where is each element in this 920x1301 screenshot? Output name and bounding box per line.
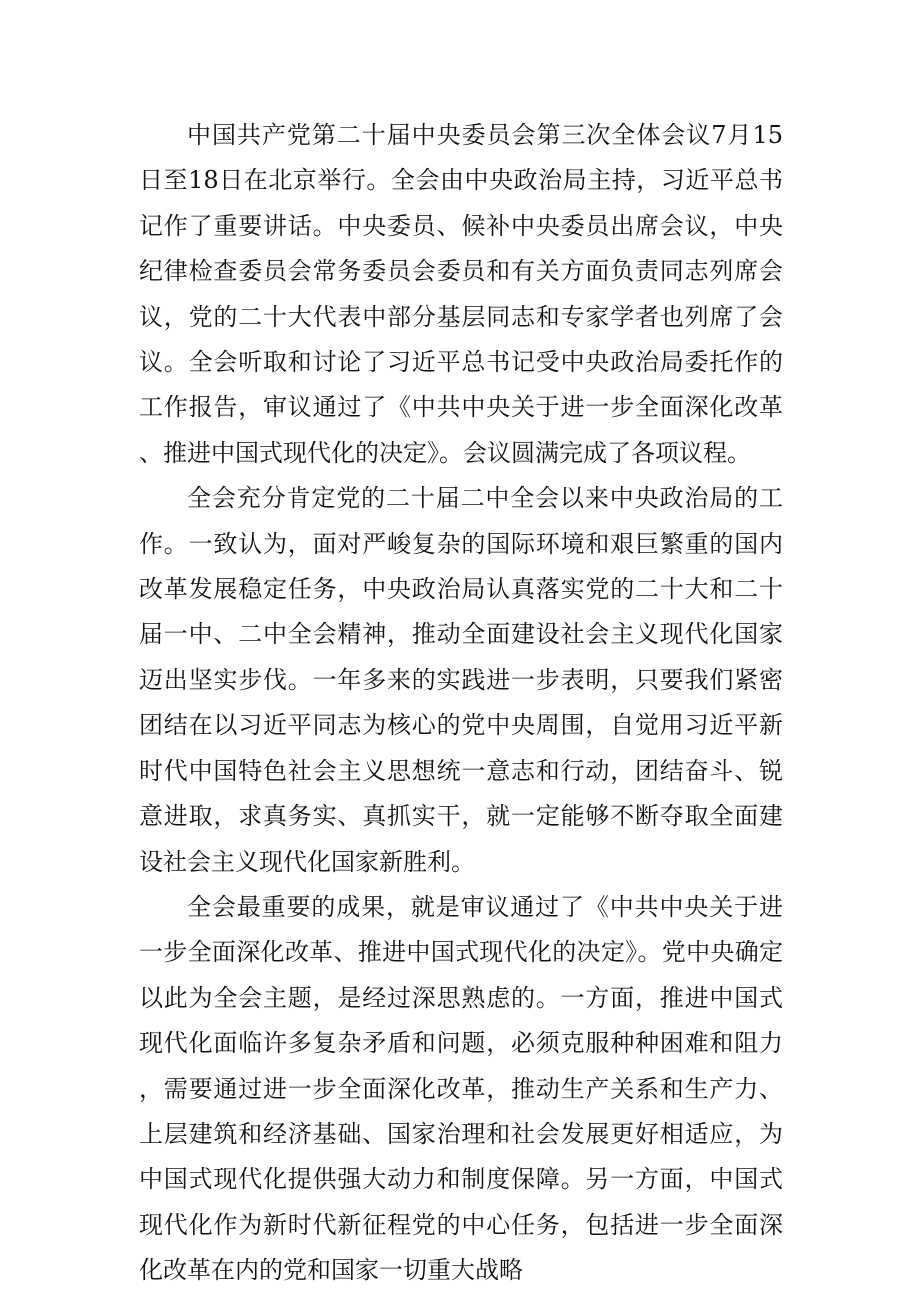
paragraph-1: 中国共产党第二十届中央委员会第三次全体会议7月15日至18日在北京举行。全会由中央政治局主持，习近平总书记作了重要讲话。中央委员、候补中央委员出席会议，中央纪律检查委员会常务委员会委员和有关方面负责同志列席会议，党的二十大代表中部分基层同志和专家学者也列席了会议。全会听取和讨论了习近平总书记受中央政治局委托作的工作报告，审议通过了《中共中央关于进一步全面深化改革、推进中国式现代化的决定》。会议圆满完成了各项议程。	[139, 121, 783, 467]
document-body	[139, 113, 783, 1294]
paragraph-3: 全会最重要的成果，就是审议通过了《中共中央关于进一步全面深化改革、推进中国式现代化的决定》。党中央确定以此为全会主题，是经过深思熟虑的。一方面，推进中国式现代化面临许多复杂矛盾和问题，必须克服种种困难和阻力，需要通过进一步全面深化改革，推动生产关系和生产力、上层建筑和经济基础、国家治理和社会发展更好相适应，为中国式现代化提供强大动力和制度保障。另一方面，中国式现代化作为新时代新征程党的中心任务，包括进一步全面深化改革在内的党和国家一切重大战略	[139, 892, 783, 1285]
paragraph-2: 全会充分肯定党的二十届二中全会以来中央政治局的工作。一致认为，面对严峻复杂的国际环境和艰巨繁重的国内改革发展稳定任务，中央政治局认真落实党的二十大和二十届一中、二中全会精神，推动全面建设社会主义现代化国家迈出坚实步伐。一年多来的实践进一步表明，只要我们紧密团结在以习近平同志为核心的党中央周围，自觉用习近平新时代中国特色社会主义思想统一意志和行动，团结奋斗、锐意进取，求真务实、真抓实干，就一定能够不断夺取全面建设社会主义现代化国家新胜利。	[139, 484, 783, 876]
